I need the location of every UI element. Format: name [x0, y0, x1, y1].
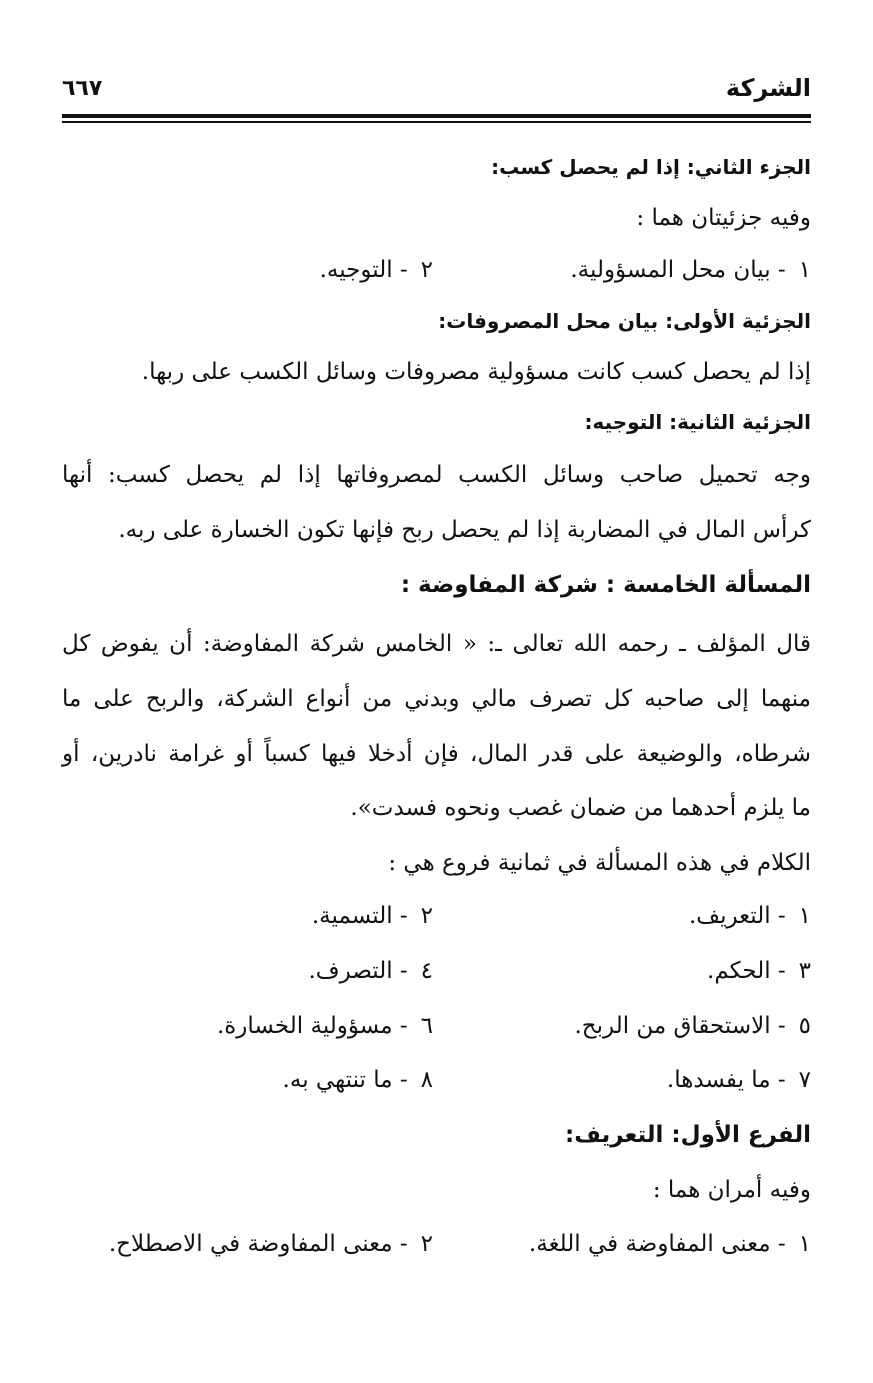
quote-line: قال المؤلف ـ رحمه الله تعالى ـ: « الخامس شركة المفاوضة: أن يفوض كل	[62, 631, 811, 657]
quote-line: شرطاه، والوضيعة على قدر المال، فإن أدخلا فيها كسباً أو غرامة نادرين، أو	[62, 741, 811, 767]
list-item	[109, 1222, 433, 1266]
list-text: - التعريف.	[688, 903, 786, 929]
heading-sub-two: الجزئية الثانية: التوجيه:	[584, 410, 811, 434]
list-item	[283, 1058, 433, 1102]
paragraph-two-parts: وفيه جزئيتان هما :	[636, 205, 811, 231]
paragraph-line: وجه تحميل صاحب وسائل الكسب لمصروفاتها إذا لم يحصل كسب: أنها	[62, 462, 811, 488]
quote-line: منهما إلى صاحبه كل تصرف مالي وبدني من أنواع الشركة، والربح على ما	[62, 686, 811, 712]
list-item	[689, 894, 811, 938]
heading-sub-one: الجزئية الأولى: بيان محل المصروفات:	[438, 309, 811, 333]
list-text: - معنى المفاوضة في الاصطلاح.	[108, 1231, 408, 1257]
list-number: ٦	[420, 1013, 433, 1039]
list-text: - الاستحقاق من الربح.	[574, 1013, 786, 1039]
paragraph-sub-one: إذا لم يحصل كسب كانت مسؤولية مصروفات وسائل الكسب على ربها.	[141, 359, 811, 385]
list-number: ٥	[798, 1013, 811, 1039]
paragraph-eight-branches: الكلام في هذه المسألة في ثمانية فروع هي :	[388, 850, 811, 876]
list-text: - بيان محل المسؤولية.	[570, 257, 786, 283]
list-number: ٢	[420, 257, 433, 283]
heading-part-two: الجزء الثاني: إذا لم يحصل كسب:	[491, 155, 811, 179]
list-text: - التوجيه.	[319, 257, 408, 283]
list-number: ٣	[798, 958, 811, 984]
quote-line: ما يلزم أحدهما من ضمان غصب ونحوه فسدت».	[350, 795, 811, 821]
list-text: - ما تنتهي به.	[282, 1067, 408, 1093]
list-item	[312, 894, 433, 938]
list-text: - مسؤولية الخسارة.	[216, 1013, 408, 1039]
header-rule-thick	[62, 114, 811, 118]
list-number: ٨	[420, 1067, 433, 1093]
list-text: - الحكم.	[707, 958, 786, 984]
running-header-title: الشركة	[725, 74, 811, 102]
list-item	[217, 1004, 433, 1048]
list-number: ٢	[420, 1231, 433, 1257]
list-item	[320, 248, 433, 292]
list-number: ٢	[420, 903, 433, 929]
heading-branch-one: الفرع الأول: التعريف:	[565, 1122, 811, 1148]
paragraph-line: كرأس المال في المضاربة إذا لم يحصل ربح فإنها تكون الخسارة على ربه.	[118, 517, 811, 543]
list-text: - معنى المفاوضة في اللغة.	[528, 1231, 786, 1257]
list-number: ٤	[420, 958, 433, 984]
heading-issue-five: المسألة الخامسة : شركة المفاوضة :	[400, 572, 811, 598]
header-rule-thin	[62, 121, 811, 123]
page-number: ٦٦٧	[62, 76, 103, 101]
list-number: ١	[798, 1231, 811, 1257]
list-number: ١	[798, 257, 811, 283]
list-text: - ما يفسدها.	[666, 1067, 786, 1093]
list-text: - التسمية.	[311, 903, 408, 929]
list-text: - التصرف.	[308, 958, 408, 984]
list-item	[570, 248, 811, 292]
list-number: ٧	[798, 1067, 811, 1093]
list-item	[667, 1058, 811, 1102]
list-item	[574, 1004, 811, 1048]
list-item	[707, 949, 811, 993]
list-item	[308, 949, 433, 993]
list-number: ١	[798, 903, 811, 929]
list-item	[529, 1222, 811, 1266]
paragraph-two-matters: وفيه أمران هما :	[652, 1177, 811, 1203]
